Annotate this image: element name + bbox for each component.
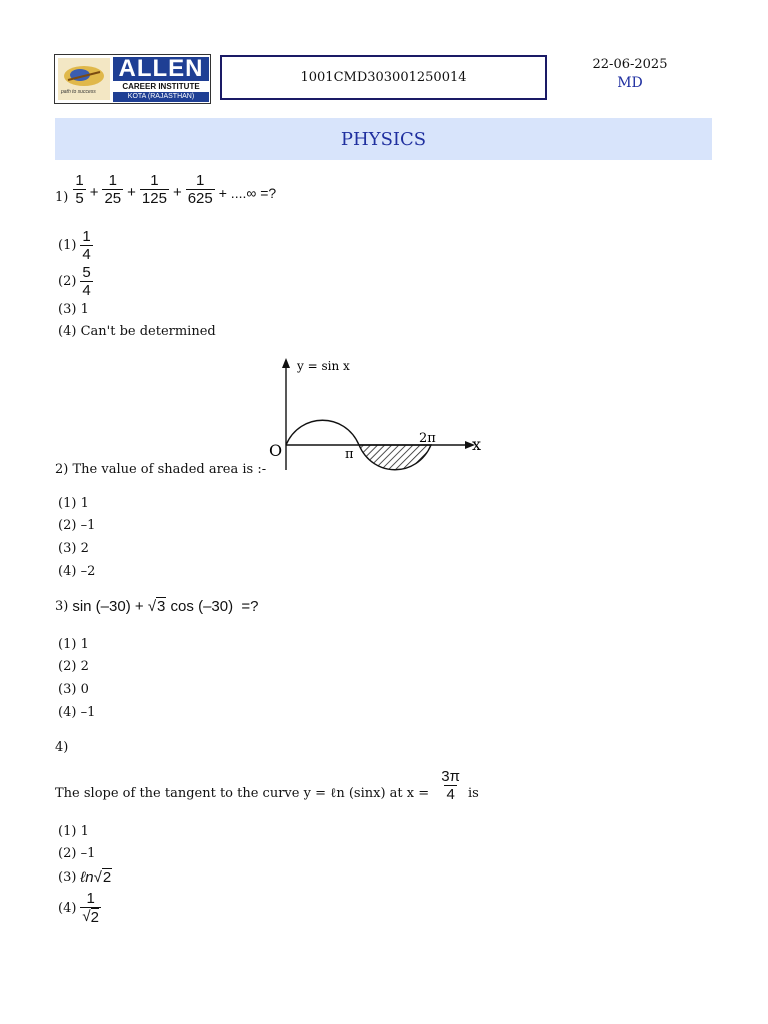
pi-label: π <box>345 447 354 462</box>
option-1[interactable]: (1) 1 <box>58 824 89 839</box>
subject-title: PHYSICS <box>340 128 427 150</box>
option-1[interactable]: (1) 1 <box>58 637 89 652</box>
option-2[interactable]: (2) –1 <box>58 846 96 861</box>
shaded-area <box>359 445 431 470</box>
fraction: $\frac{1}{25}$ <box>104 172 122 207</box>
curve-label: y = sin x <box>297 359 350 373</box>
question-number: 4) <box>55 740 69 755</box>
option-3[interactable]: (3) 1 <box>58 302 89 317</box>
option-2[interactable]: (2) –1 <box>58 518 96 533</box>
sqrt-icon: √ <box>93 868 102 886</box>
sqrt-icon: √ <box>82 908 91 925</box>
question-1: 1) $\frac{1}{5}$ + $\frac{1}{25}$ + $\frac{1}{125}$ + $\frac{1}{625}$ + ....∞ =? <box>55 172 277 207</box>
option-4[interactable]: (4) Can't be determined <box>58 324 216 339</box>
option-1[interactable]: (1) $\frac{1}{4}$ <box>58 228 91 263</box>
test-code: 1001CMD303001250014 <box>300 70 467 85</box>
option-1[interactable]: (1) 1 <box>58 496 89 511</box>
test-code-box <box>220 55 547 100</box>
fraction: $\frac{1}{625}$ <box>187 172 213 207</box>
option-3[interactable]: (3) ℓn √ 2 <box>58 868 112 886</box>
y-arrow-icon <box>282 358 290 368</box>
question-number: 1) <box>55 190 69 205</box>
question-3: 3) sin (–30) + √ 3 cos (–30) =? <box>55 597 259 615</box>
series-tail: + ....∞ =? <box>218 185 277 201</box>
option-4[interactable]: (4) –1 <box>58 705 96 720</box>
allen-logo <box>54 54 211 104</box>
option-3[interactable]: (3) 2 <box>58 541 89 556</box>
fraction: $\frac{1}{5}$ <box>75 172 84 207</box>
option-4[interactable]: (4) –2 <box>58 564 96 579</box>
option-3[interactable]: (3) 0 <box>58 682 89 697</box>
question-4: The slope of the tangent to the curve y = ℓ n (sinx) at x = $\frac{3\pi}{4}$ is <box>55 768 479 803</box>
logo-location: KOTA (RAJASTHAN) <box>113 92 209 102</box>
sine-positive-arc <box>286 420 359 445</box>
sine-graph-figure <box>265 352 490 477</box>
logo-brand-text: ALLEN <box>113 57 209 81</box>
logo-subtitle: CAREER INSTITUTE <box>122 82 200 91</box>
origin-label: O <box>269 441 283 460</box>
option-4[interactable]: (4) 1 √ 2 <box>58 890 99 926</box>
sqrt-icon: √ <box>147 597 157 615</box>
logo-tagline: path to success <box>61 89 96 95</box>
two-pi-label: 2π <box>419 431 436 446</box>
test-date: 22-06-2025 <box>592 57 668 72</box>
x-axis-label: x <box>472 435 482 454</box>
option-2[interactable]: (2) $\frac{5}{4}$ <box>58 264 91 299</box>
stream-label: MD <box>617 75 643 91</box>
subject-bar <box>55 118 712 160</box>
question-2: 2) The value of shaded area is :- <box>55 462 267 477</box>
fraction: $\frac{1}{125}$ <box>141 172 167 207</box>
option-2[interactable]: (2) 2 <box>58 659 89 674</box>
